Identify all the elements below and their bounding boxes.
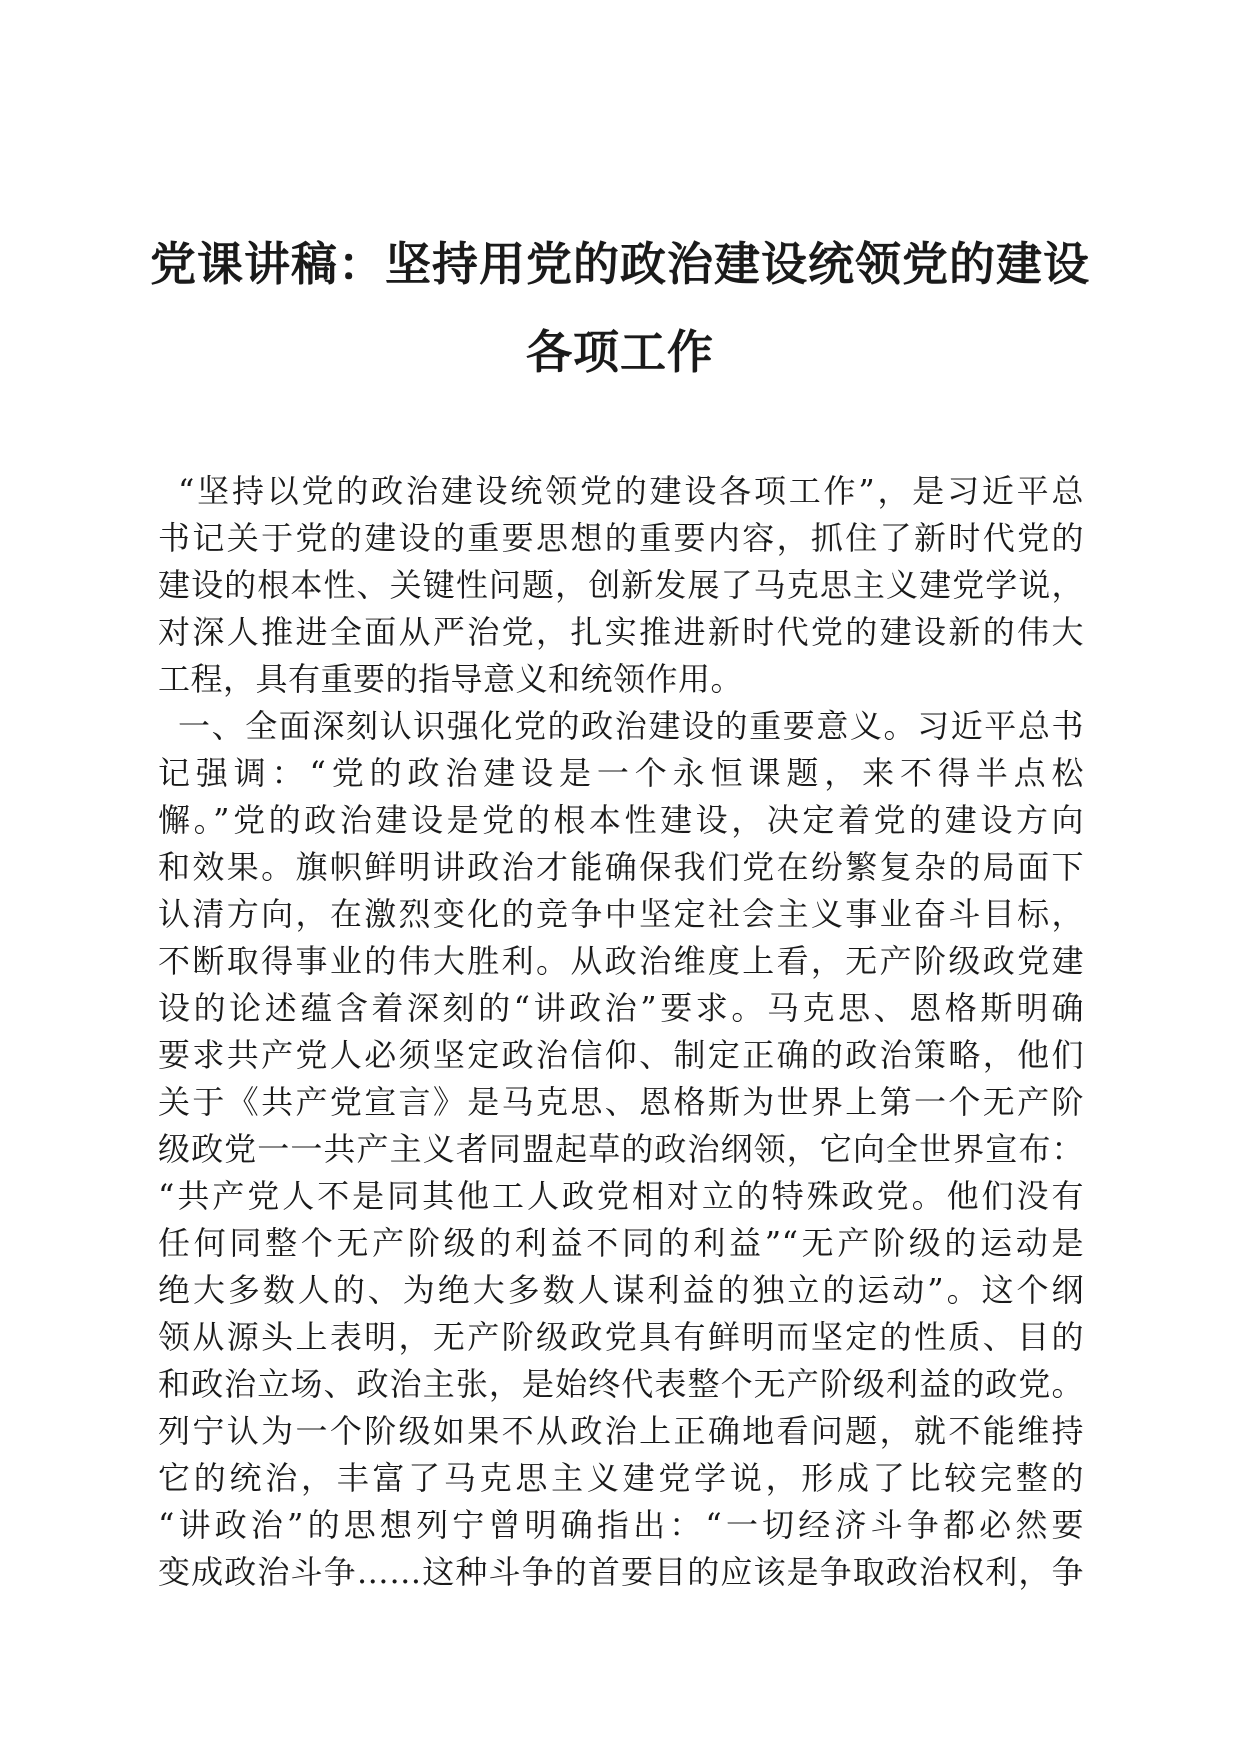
body-line: 设的论述蕴含着深刻的“讲政治”要求。马克思、恩格斯明确: [158, 989, 1084, 1027]
body-line: 要求共产党人必须坚定政治信仰、制定正确的政治策略，他们: [158, 1036, 1084, 1074]
body-line: 和政治立场、政治主张，是始终代表整个无产阶级利益的政党。: [158, 1365, 1084, 1403]
body-line: “讲政治”的思想列宁曾明确指出：“一切经济斗争都必然要: [158, 1506, 1084, 1544]
document-body: [158, 468, 1084, 1596]
body-line: 领从源头上表明，无产阶级政党具有鲜明而坚定的性质、目的: [158, 1318, 1084, 1356]
title-line-2: 各项工作: [526, 325, 714, 379]
body-line: 书记关于党的建设的重要思想的重要内容，抓住了新时代党的: [158, 519, 1084, 557]
body-line: “坚持以党的政治建设统领党的建设各项工作”，是习近平总: [178, 472, 1084, 510]
body-line: 绝大多数人的、为绝大多数人谋利益的独立的运动”。这个纲: [158, 1271, 1084, 1309]
body-line: 不断取得事业的伟大胜利。从政治维度上看，无产阶级政党建: [158, 942, 1084, 980]
body-line: 它的统治，丰富了马克思主义建党学说，形成了比较完整的: [158, 1459, 1084, 1497]
body-line: 级政党一一共产主义者同盟起草的政治纲领，它向全世界宣布：: [158, 1130, 1084, 1168]
body-line: 记强调：“党的政治建设是一个永恒课题，来不得半点松: [158, 754, 1084, 792]
body-line: 一、全面深刻认识强化党的政治建设的重要意义。习近平总书: [178, 707, 1084, 745]
body-line: 懈。”党的政治建设是党的根本性建设，决定着党的建设方向: [158, 801, 1084, 839]
body-line: 建设的根本性、关键性问题，创新发展了马克思主义建党学说，: [158, 566, 1084, 604]
body-line: 和效果。旗帜鲜明讲政治才能确保我们党在纷繁复杂的局面下: [158, 848, 1084, 886]
body-line: 关于《共产党宣言》是马克思、恩格斯为世界上第一个无产阶: [158, 1083, 1084, 1121]
document-title: [150, 220, 1090, 396]
body-line: “共产党人不是同其他工人政党相对立的特殊政党。他们没有: [158, 1177, 1084, 1215]
body-line: 任何同整个无产阶级的利益不同的利益”“无产阶级的运动是: [158, 1224, 1084, 1262]
body-line: 对深人推进全面从严治党，扎实推进新时代党的建设新的伟大: [158, 613, 1084, 651]
body-line: 变成政治斗争……这种斗争的首要目的应该是争取政治权利，争: [158, 1553, 1084, 1591]
body-line: 列宁认为一个阶级如果不从政治上正确地看问题，就不能维持: [158, 1412, 1084, 1450]
body-line: 认清方向，在激烈变化的竞争中坚定社会主义事业奋斗目标，: [158, 895, 1084, 933]
title-line-1: 党课讲稿：坚持用党的政治建设统领党的建设: [150, 237, 1090, 291]
body-line: 工程，具有重要的指导意义和统领作用。: [158, 660, 744, 698]
